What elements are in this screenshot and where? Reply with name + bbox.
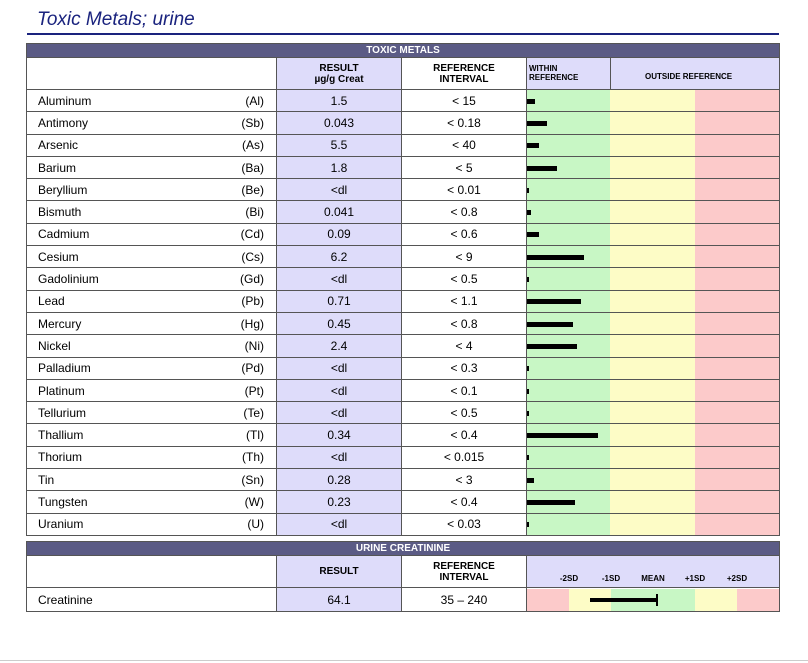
result-value: 0.043	[277, 112, 402, 134]
element-symbol: (Pd)	[207, 357, 277, 379]
range-bar-cell	[527, 246, 780, 268]
range-zone	[695, 424, 779, 445]
result-bar	[527, 389, 529, 394]
element-name: Arsenic	[27, 134, 207, 156]
table-row	[27, 112, 780, 134]
element-name: Cesium	[27, 246, 207, 268]
range-zone	[695, 90, 779, 111]
result-value: 5.5	[277, 134, 402, 156]
result-value: 0.45	[277, 312, 402, 334]
range-bar-cell	[527, 223, 780, 245]
range-zone	[695, 514, 779, 535]
element-symbol: (As)	[207, 134, 277, 156]
range-bar-cell	[527, 179, 780, 201]
range-zone	[527, 90, 610, 111]
element-name: Thallium	[27, 424, 207, 446]
element-symbol: (Cs)	[207, 246, 277, 268]
range-bar-cell	[527, 112, 780, 134]
table-row	[27, 402, 780, 424]
table-row	[27, 357, 780, 379]
result-bar	[527, 478, 534, 483]
reference-interval: < 0.3	[402, 357, 527, 379]
result-value: 0.71	[277, 290, 402, 312]
result-value: <dl	[277, 357, 402, 379]
element-name: Barium	[27, 156, 207, 178]
result-value: 0.09	[277, 223, 402, 245]
result-value: 2.4	[277, 335, 402, 357]
within-label-line1: WITHIN	[529, 64, 558, 73]
range-bar-cell	[527, 402, 780, 424]
range-bar-cell	[527, 379, 780, 401]
range-zone	[610, 424, 695, 445]
table-row	[27, 156, 780, 178]
range-zone	[695, 291, 779, 312]
element-name: Mercury	[27, 312, 207, 334]
range-zone	[610, 447, 695, 468]
reference-interval: < 0.03	[402, 513, 527, 535]
table-row	[27, 134, 780, 156]
result-header-line1: RESULT	[319, 62, 359, 74]
creatinine-band: URINE CREATININE	[27, 542, 780, 556]
range-zone	[610, 469, 695, 490]
creatinine-reference: 35 – 240	[402, 588, 527, 612]
element-name: Nickel	[27, 335, 207, 357]
element-name: Antimony	[27, 112, 207, 134]
range-zone	[610, 179, 695, 200]
range-bar-cell	[527, 446, 780, 468]
range-bar-cell	[527, 357, 780, 379]
element-symbol: (Gd)	[207, 268, 277, 290]
creatinine-name: Creatinine	[27, 588, 207, 612]
range-bar-cell	[527, 312, 780, 334]
result-bar	[527, 143, 539, 148]
range-zone	[610, 246, 695, 267]
range-zone	[527, 201, 610, 222]
range-zone	[610, 514, 695, 535]
range-zone	[695, 469, 779, 490]
element-name: Lead	[27, 290, 207, 312]
creatinine-row	[27, 588, 780, 612]
reference-interval: < 0.015	[402, 446, 527, 468]
reference-interval: < 1.1	[402, 290, 527, 312]
range-zone	[610, 90, 695, 111]
range-bar-cell	[527, 424, 780, 446]
element-name: Cadmium	[27, 223, 207, 245]
reference-interval: < 0.01	[402, 179, 527, 201]
result-bar	[527, 232, 539, 237]
element-name: Tin	[27, 469, 207, 491]
table-row	[27, 446, 780, 468]
range-zone	[695, 313, 779, 334]
result-bar	[527, 500, 575, 505]
range-zone	[610, 201, 695, 222]
element-name: Tungsten	[27, 491, 207, 513]
creatinine-table	[26, 541, 780, 612]
page-title: Toxic Metals; urine	[37, 9, 195, 30]
result-value: 1.5	[277, 90, 402, 112]
range-zone	[695, 491, 779, 512]
table-row	[27, 246, 780, 268]
element-name: Gadolinium	[27, 268, 207, 290]
result-value: <dl	[277, 402, 402, 424]
table-row	[27, 90, 780, 112]
creatinine-reference-line2: INTERVAL	[439, 571, 489, 583]
range-zone	[610, 224, 695, 245]
creatinine-result-bar	[590, 598, 657, 602]
element-symbol: (W)	[207, 491, 277, 513]
creatinine-symbol	[207, 588, 277, 612]
range-zone	[695, 179, 779, 200]
result-bar	[527, 255, 584, 260]
reference-interval: < 40	[402, 134, 527, 156]
reference-interval: < 0.18	[402, 112, 527, 134]
table-row	[27, 335, 780, 357]
range-zone	[527, 135, 610, 156]
reference-interval: < 0.8	[402, 201, 527, 223]
creatinine-result-header: RESULT	[277, 556, 402, 588]
range-zone	[695, 201, 779, 222]
result-bar	[527, 166, 557, 171]
result-value: <dl	[277, 379, 402, 401]
result-bar	[527, 277, 529, 282]
range-zone	[527, 469, 610, 490]
reference-interval: < 0.1	[402, 379, 527, 401]
result-bar	[527, 299, 581, 304]
range-zone	[527, 402, 610, 423]
element-symbol: (Pb)	[207, 290, 277, 312]
range-zone	[695, 402, 779, 423]
range-zone	[695, 358, 779, 379]
reference-interval: < 0.4	[402, 491, 527, 513]
table-row	[27, 469, 780, 491]
element-symbol: (Bi)	[207, 201, 277, 223]
table-row	[27, 179, 780, 201]
result-bar	[527, 322, 573, 327]
range-zone	[610, 335, 695, 356]
range-zone	[695, 112, 779, 133]
range-zone	[610, 358, 695, 379]
sd-zone	[737, 589, 779, 611]
element-symbol: (Tl)	[207, 424, 277, 446]
result-bar	[527, 188, 529, 193]
reference-interval: < 9	[402, 246, 527, 268]
table-row	[27, 491, 780, 513]
creatinine-result: 64.1	[277, 588, 402, 612]
reference-interval: < 4	[402, 335, 527, 357]
result-value: 6.2	[277, 246, 402, 268]
range-bar-cell	[527, 134, 780, 156]
element-symbol: (Ni)	[207, 335, 277, 357]
table-row	[27, 268, 780, 290]
sd-label: -2SD	[559, 574, 579, 583]
range-zone	[695, 380, 779, 401]
element-name: Bismuth	[27, 201, 207, 223]
range-zone	[610, 380, 695, 401]
title-rule	[27, 33, 779, 35]
sd-label: +1SD	[684, 574, 706, 583]
range-zone	[695, 135, 779, 156]
toxic-header-row	[27, 58, 780, 90]
element-symbol: (Sb)	[207, 112, 277, 134]
element-symbol: (Pt)	[207, 379, 277, 401]
range-zone	[527, 514, 610, 535]
table-row	[27, 201, 780, 223]
reference-interval: < 0.5	[402, 402, 527, 424]
range-zone	[610, 157, 695, 178]
sd-zone	[695, 589, 737, 611]
element-name: Platinum	[27, 379, 207, 401]
range-zone	[527, 380, 610, 401]
result-bar	[527, 522, 529, 527]
range-zone	[610, 491, 695, 512]
result-bar	[527, 433, 598, 438]
result-bar	[527, 366, 529, 371]
table-row	[27, 312, 780, 334]
sd-zone	[527, 589, 569, 611]
element-symbol: (Th)	[207, 446, 277, 468]
result-header	[277, 58, 402, 90]
table-row	[27, 223, 780, 245]
within-label-line2: REFERENCE	[529, 73, 579, 82]
table-row	[27, 379, 780, 401]
page-bottom-rule	[0, 660, 808, 661]
result-bar	[527, 344, 577, 349]
range-zone	[695, 447, 779, 468]
creatinine-header-blank	[27, 556, 277, 588]
range-zone	[610, 313, 695, 334]
range-zone	[527, 358, 610, 379]
creatinine-header-row	[27, 556, 780, 588]
range-bar-cell	[527, 156, 780, 178]
reference-interval: < 0.8	[402, 312, 527, 334]
range-bar-cell	[527, 201, 780, 223]
reference-header-line1: REFERENCE	[433, 62, 495, 74]
range-zone	[610, 135, 695, 156]
range-bar-cell	[527, 290, 780, 312]
range-zone	[527, 224, 610, 245]
sd-label: +2SD	[726, 574, 748, 583]
range-bar-cell	[527, 268, 780, 290]
element-name: Tellurium	[27, 402, 207, 424]
element-symbol: (Te)	[207, 402, 277, 424]
reference-interval: < 15	[402, 90, 527, 112]
result-bar	[527, 99, 535, 104]
sd-label: MEAN	[641, 574, 665, 583]
result-value: 1.8	[277, 156, 402, 178]
range-zone	[610, 291, 695, 312]
element-symbol: (Be)	[207, 179, 277, 201]
table-row	[27, 424, 780, 446]
element-symbol: (Al)	[207, 90, 277, 112]
reference-interval: < 0.5	[402, 268, 527, 290]
legend-header	[527, 58, 780, 90]
result-bar	[527, 121, 547, 126]
result-bar	[527, 210, 531, 215]
element-name: Uranium	[27, 513, 207, 535]
element-name: Beryllium	[27, 179, 207, 201]
result-value: 0.041	[277, 201, 402, 223]
result-bar	[527, 411, 529, 416]
result-value: <dl	[277, 268, 402, 290]
range-bar-cell	[527, 90, 780, 112]
table-row	[27, 513, 780, 535]
range-bar-cell	[527, 469, 780, 491]
result-header-line2: µg/g Creat	[314, 73, 364, 85]
range-zone	[695, 268, 779, 289]
result-value: 0.34	[277, 424, 402, 446]
reference-header-line2: INTERVAL	[439, 73, 489, 85]
element-symbol: (Ba)	[207, 156, 277, 178]
toxic-metals-band: TOXIC METALS	[27, 44, 780, 58]
range-zone	[527, 447, 610, 468]
sd-scale-header	[527, 556, 780, 588]
reference-interval: < 5	[402, 156, 527, 178]
element-symbol: (U)	[207, 513, 277, 535]
sd-label: -1SD	[601, 574, 621, 583]
legend-divider	[610, 58, 611, 89]
range-zone	[527, 268, 610, 289]
range-zone	[527, 179, 610, 200]
range-bar-cell	[527, 335, 780, 357]
header-blank	[27, 58, 277, 90]
reference-interval: < 0.4	[402, 424, 527, 446]
result-value: 0.23	[277, 491, 402, 513]
outside-reference-label: OUTSIDE REFERENCE	[645, 72, 733, 81]
result-bar	[527, 455, 529, 460]
toxic-metals-table	[26, 43, 780, 536]
element-name: Palladium	[27, 357, 207, 379]
range-zone	[695, 246, 779, 267]
range-zone	[695, 224, 779, 245]
within-reference-label	[529, 64, 578, 82]
table-row	[27, 290, 780, 312]
element-name: Aluminum	[27, 90, 207, 112]
dotted-rule	[527, 535, 779, 536]
result-value: <dl	[277, 179, 402, 201]
range-bar-cell	[527, 491, 780, 513]
creatinine-reference-header	[402, 556, 527, 588]
result-value: <dl	[277, 513, 402, 535]
range-zone	[695, 335, 779, 356]
creatinine-reference-line1: REFERENCE	[433, 560, 495, 572]
reference-header	[402, 58, 527, 90]
range-zone	[610, 268, 695, 289]
element-symbol: (Hg)	[207, 312, 277, 334]
reference-interval: < 0.6	[402, 223, 527, 245]
element-name: Thorium	[27, 446, 207, 468]
range-zone	[610, 112, 695, 133]
element-symbol: (Sn)	[207, 469, 277, 491]
creatinine-sd-chart	[527, 588, 780, 612]
range-bar-cell	[527, 513, 780, 535]
element-symbol: (Cd)	[207, 223, 277, 245]
result-value: <dl	[277, 446, 402, 468]
range-zone	[695, 157, 779, 178]
result-value: 0.28	[277, 469, 402, 491]
reference-interval: < 3	[402, 469, 527, 491]
creatinine-result-marker	[656, 594, 658, 606]
range-zone	[610, 402, 695, 423]
